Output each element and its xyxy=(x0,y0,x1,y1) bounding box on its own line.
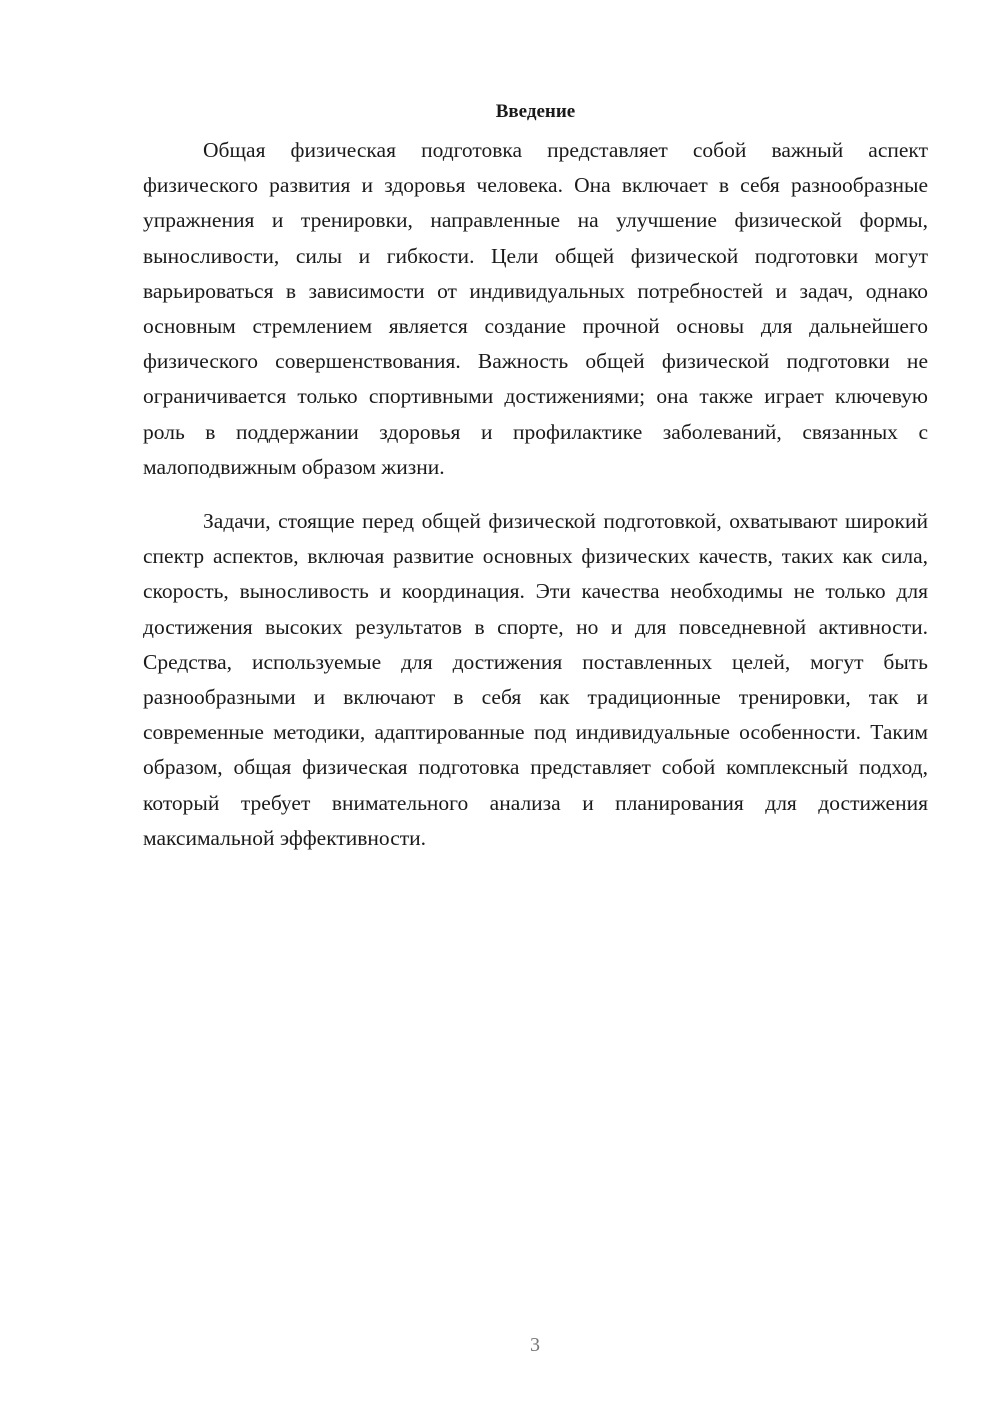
paragraph-intro: Общая физическая подготовка представляет собой важный аспект физического развития и здоровья человека. Она включает в себя разнообразные упражнения и тренировки, направленные на улучшение физической формы, выносливости, силы и гибкости. Цели общей физической подготовки могут варьироваться в зависимости от индивидуальных потребностей и задач, однако основным стремлением является создание прочной основы для дальнейшего физического совершенствования. Важность общей физической подготовки не ограничивается только спортивными достижениями; она также играет ключевую роль в поддержании здоровья и профилактике заболеваний, связанных с малоподвижным образом жизни. xyxy=(143,138,928,479)
section-heading: Введение xyxy=(495,101,576,122)
paragraph-tasks: Задачи, стоящие перед общей физической подготовкой, охватывают широкий спектр аспектов, включая развитие основных физических качеств, таких как сила, скорость, выносливость и координация. Эти качества необходимы не только для достижения высоких результатов в спорте, но и для повседневной активности. Средства, используемые для достижения поставленных целей, могут быть разнообразными и включают в себя как традиционные тренировки, так и современные методики, адаптированные под индивидуальные особенности. Таким образом, общая физическая подготовка представляет собой комплексный подход, который требует внимательного анализа и планирования для достижения максимальной эффективности. xyxy=(143,509,928,850)
page-number: 3 xyxy=(530,1334,540,1356)
page-content xyxy=(143,95,928,856)
